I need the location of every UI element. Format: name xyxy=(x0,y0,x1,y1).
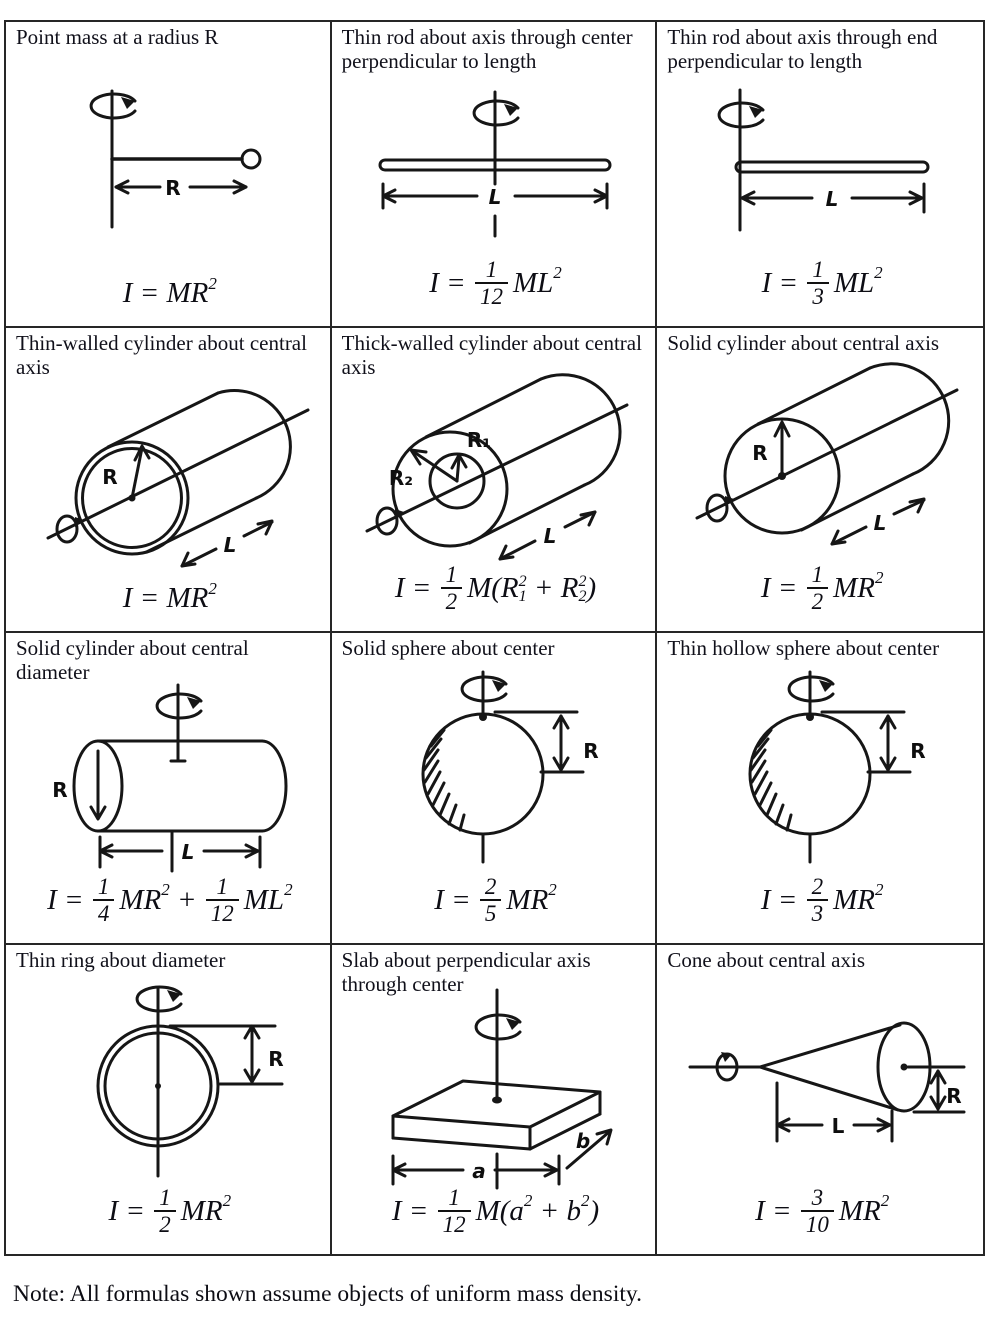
hollow-sphere-diagram xyxy=(672,666,972,866)
cell-cone xyxy=(657,945,983,1254)
rod-center-diagram xyxy=(345,84,645,244)
cell-title: Thin rod about axis through center perpendicular to length xyxy=(341,25,633,73)
formula: I = $\frac{1}{2}$ MR 2 xyxy=(108,1184,232,1238)
length-label: L xyxy=(489,184,502,209)
formula: I = $\frac{1}{12}$ ML 2 xyxy=(429,256,562,310)
cell-slab xyxy=(332,945,658,1254)
thin-cylinder-diagram xyxy=(20,380,320,580)
radius-label: R xyxy=(165,176,181,201)
cell-title: Thin-walled cylinder about central axis xyxy=(16,331,307,379)
cell-hollow-sphere xyxy=(657,633,983,945)
cell-point-mass xyxy=(6,22,332,328)
note-text: Note: All formulas shown assume objects of uniform mass density. xyxy=(13,1281,642,1307)
length-label: L xyxy=(825,186,839,211)
formula: I = $\frac{1}{4}$ MR 2 + $\frac{1}{12}$ ML 2 xyxy=(47,873,293,927)
point-mass xyxy=(242,150,260,168)
cell-thick-cylinder xyxy=(332,328,658,633)
formula: I = $\frac{1}{2}$ MR 2 xyxy=(760,561,884,615)
solid-cylinder-diameter-diagram xyxy=(20,679,320,877)
radius-label: R xyxy=(583,739,600,764)
outer-radius-label: R₂ xyxy=(389,466,414,491)
slab-diagram xyxy=(345,986,645,1192)
cell-title: Point mass at a radius R xyxy=(16,25,219,49)
radius-label: R xyxy=(752,440,768,465)
formula: I = MR 2 xyxy=(122,578,217,614)
formula: I = $\frac{1}{12}$ M(a 2 + b 2 ) xyxy=(391,1184,600,1238)
cone-diagram xyxy=(672,979,972,1177)
cell-title: Thin hollow sphere about center xyxy=(667,636,940,660)
cell-title: Solid cylinder about central axis xyxy=(667,331,940,355)
cell-title: Thin rod about axis through end perpendicular to length xyxy=(667,25,938,73)
radius-label: R xyxy=(52,777,68,802)
hatching xyxy=(751,730,791,830)
thick-cylinder-diagram xyxy=(345,369,645,569)
cell-title: Solid cylinder about central diameter xyxy=(16,636,249,684)
cell-thin-cylinder xyxy=(6,328,332,633)
length-label: L xyxy=(544,524,557,549)
inner-radius-label: R₁ xyxy=(467,428,492,453)
cell-solid-sphere xyxy=(332,633,658,945)
formula: I = $\frac{2}{3}$ MR 2 xyxy=(760,873,884,927)
length-label: L xyxy=(223,532,237,557)
formula-table xyxy=(4,20,985,1256)
cell-title: Thick-walled cylinder about central axis xyxy=(341,331,642,379)
length-label: L xyxy=(181,839,195,864)
cell-title: Cone about central axis xyxy=(667,948,866,972)
length-label: L xyxy=(831,1113,845,1138)
solid-sphere-diagram xyxy=(345,666,645,866)
formula: I = $\frac{1}{3}$ ML 2 xyxy=(761,256,883,310)
radius-label: R xyxy=(102,464,118,489)
radius-label: R xyxy=(946,1083,962,1108)
formula: I = MR 2 xyxy=(122,273,217,309)
cell-title: Solid sphere about center xyxy=(341,636,555,660)
length-label: L xyxy=(873,510,887,535)
cell-solid-cylinder-axis xyxy=(657,328,983,633)
formula: I = $\frac{2}{5}$ MR 2 xyxy=(434,873,557,927)
depth-label: b xyxy=(576,1129,591,1154)
formula: I = $\frac{3}{10}$ MR 2 xyxy=(755,1184,890,1238)
cell-title: Thin ring about diameter xyxy=(16,948,226,972)
radius-label: R xyxy=(910,739,926,764)
rod-end-diagram xyxy=(672,80,972,248)
cell-ring-diameter xyxy=(6,945,332,1254)
ring-diagram xyxy=(20,974,320,1182)
radius-label: R xyxy=(268,1046,284,1071)
cell-rod-center xyxy=(332,22,658,328)
cell-solid-cylinder-diameter xyxy=(6,633,332,945)
cell-title: Slab about perpendicular axis through center xyxy=(341,948,591,996)
width-label: a xyxy=(472,1159,487,1184)
point-mass-diagram xyxy=(20,71,320,253)
formula: I = $\frac{1}{2}$ M(R 2 1 + R 2 2 ) xyxy=(394,561,597,615)
solid-cylinder-axis-diagram xyxy=(672,358,972,558)
hatching xyxy=(424,730,464,830)
cell-rod-end xyxy=(657,22,983,328)
